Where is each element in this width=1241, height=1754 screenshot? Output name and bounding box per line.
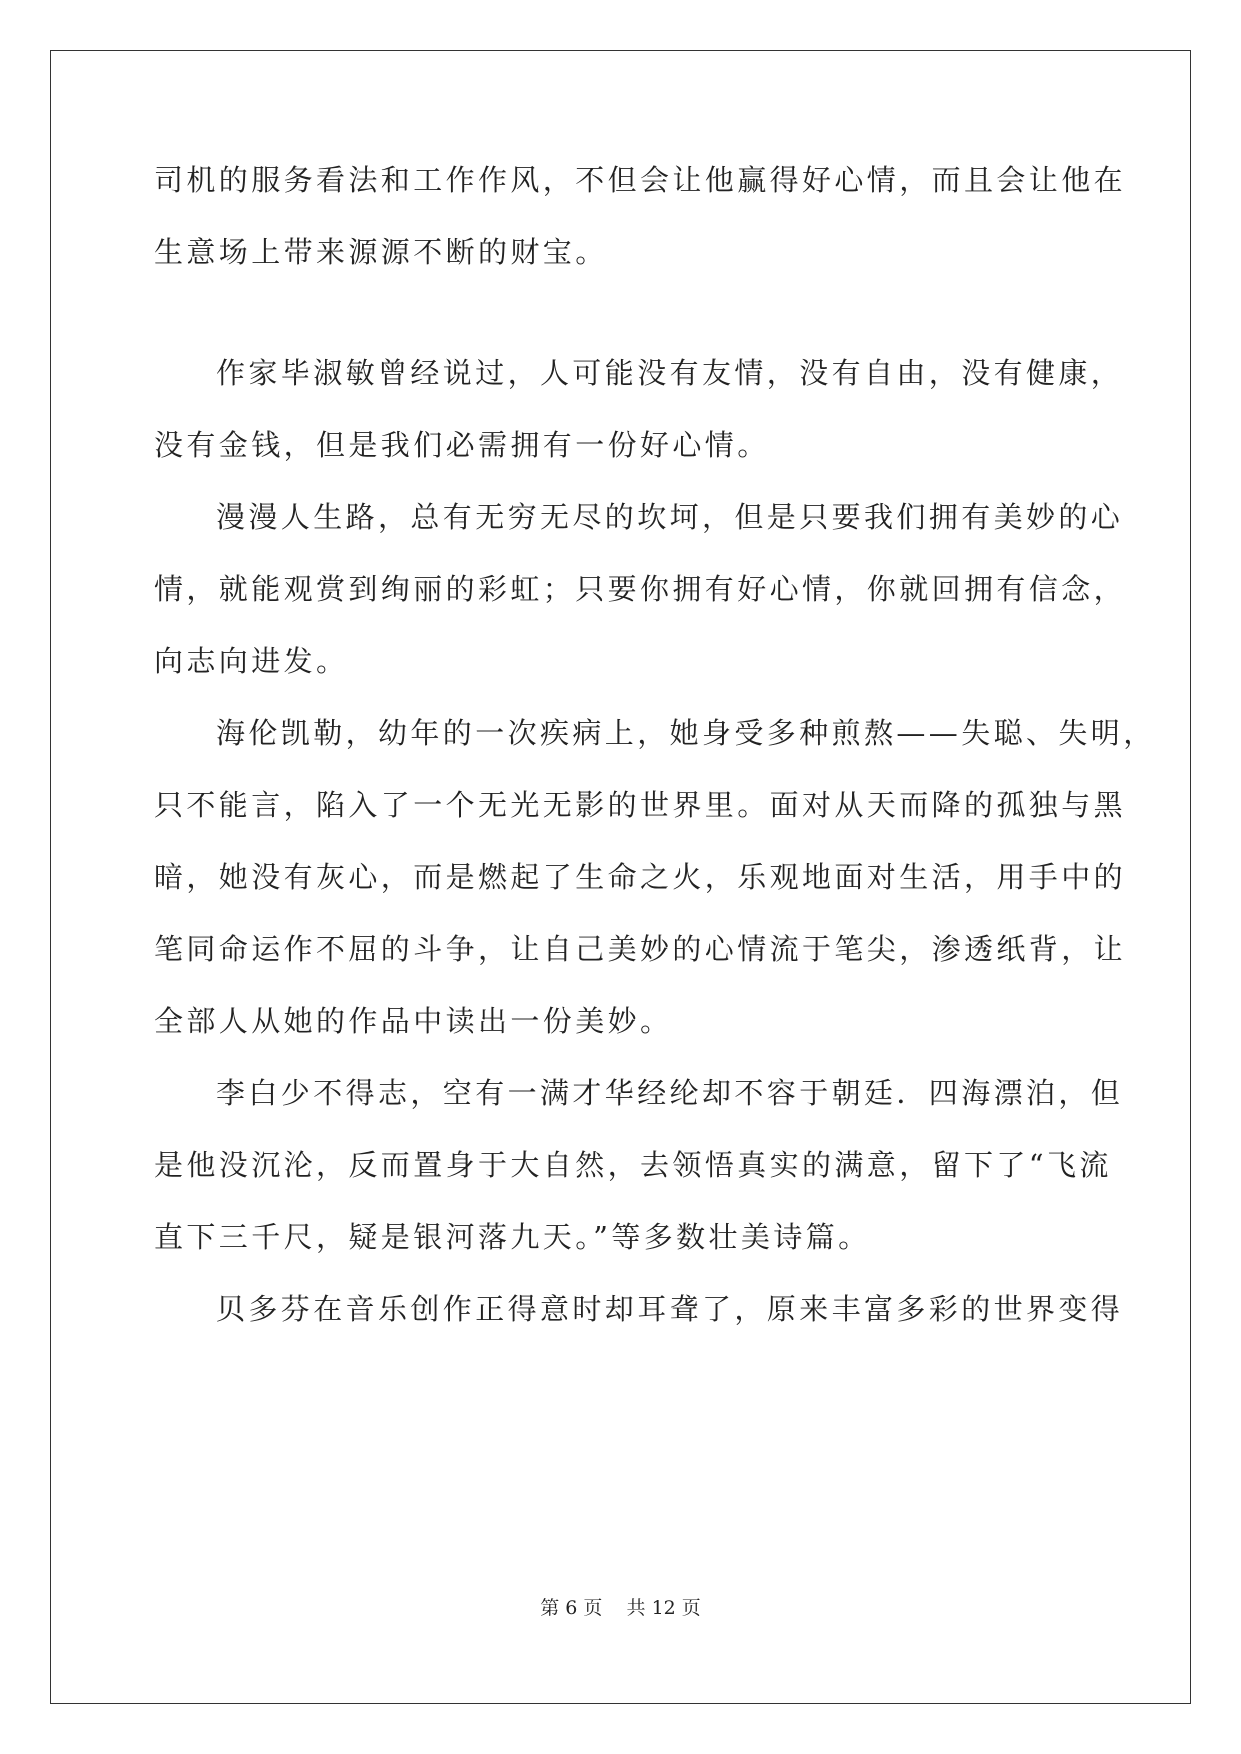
text-line: 直下三千尺，疑是银河落九天。”等多数壮美诗篇。 [154,1220,871,1254]
paragraph-first-line: 作家毕淑敏曾经说过，人可能没有友情，没有自由，没有健康， [216,356,1124,390]
text-line: 只不能言，陷入了一个无光无影的世界里。面对从天而降的孤独与黑 [154,788,1127,822]
paragraph-first-line: 漫漫人生路，总有无穷无尽的坎坷，但是只要我们拥有美妙的心 [216,500,1124,534]
page-footer [0,1596,1241,1620]
text-line: 全部人从她的作品中读出一份美妙。 [154,1004,673,1038]
text-line: 笔同命运作不屈的斗争，让自己美妙的心情流于笔尖，渗透纸背，让 [154,932,1127,966]
text-line: 是他没沉沦，反而置身于大自然，去领悟真实的满意，留下了“飞流 [154,1148,1112,1182]
paragraph-first-line: 李白少不得志，空有一满才华经纶却不容于朝廷．四海漂泊，但 [216,1076,1124,1110]
text-line: 生意场上带来源源不断的财宝。 [154,235,608,269]
text-line: 司机的服务看法和工作作风，不但会让他赢得好心情，而且会让他在 [154,163,1127,197]
total-pages: 共 12 页 [626,1597,701,1619]
paragraph-first-line: 海伦凯勒，幼年的一次疾病上，她身受多种煎熬——失聪、失明， [216,716,1156,750]
text-line: 暗，她没有灰心，而是燃起了生命之火，乐观地面对生活，用手中的 [154,860,1127,894]
text-line: 情，就能观赏到绚丽的彩虹；只要你拥有好心情，你就回拥有信念， [154,572,1127,606]
text-line: 向志向进发。 [154,644,349,678]
page-number: 第 6 页 [540,1597,603,1619]
text-line: 没有金钱，但是我们必需拥有一份好心情。 [154,428,770,462]
paragraph-first-line: 贝多芬在音乐创作正得意时却耳聋了，原来丰富多彩的世界变得 [216,1292,1124,1326]
